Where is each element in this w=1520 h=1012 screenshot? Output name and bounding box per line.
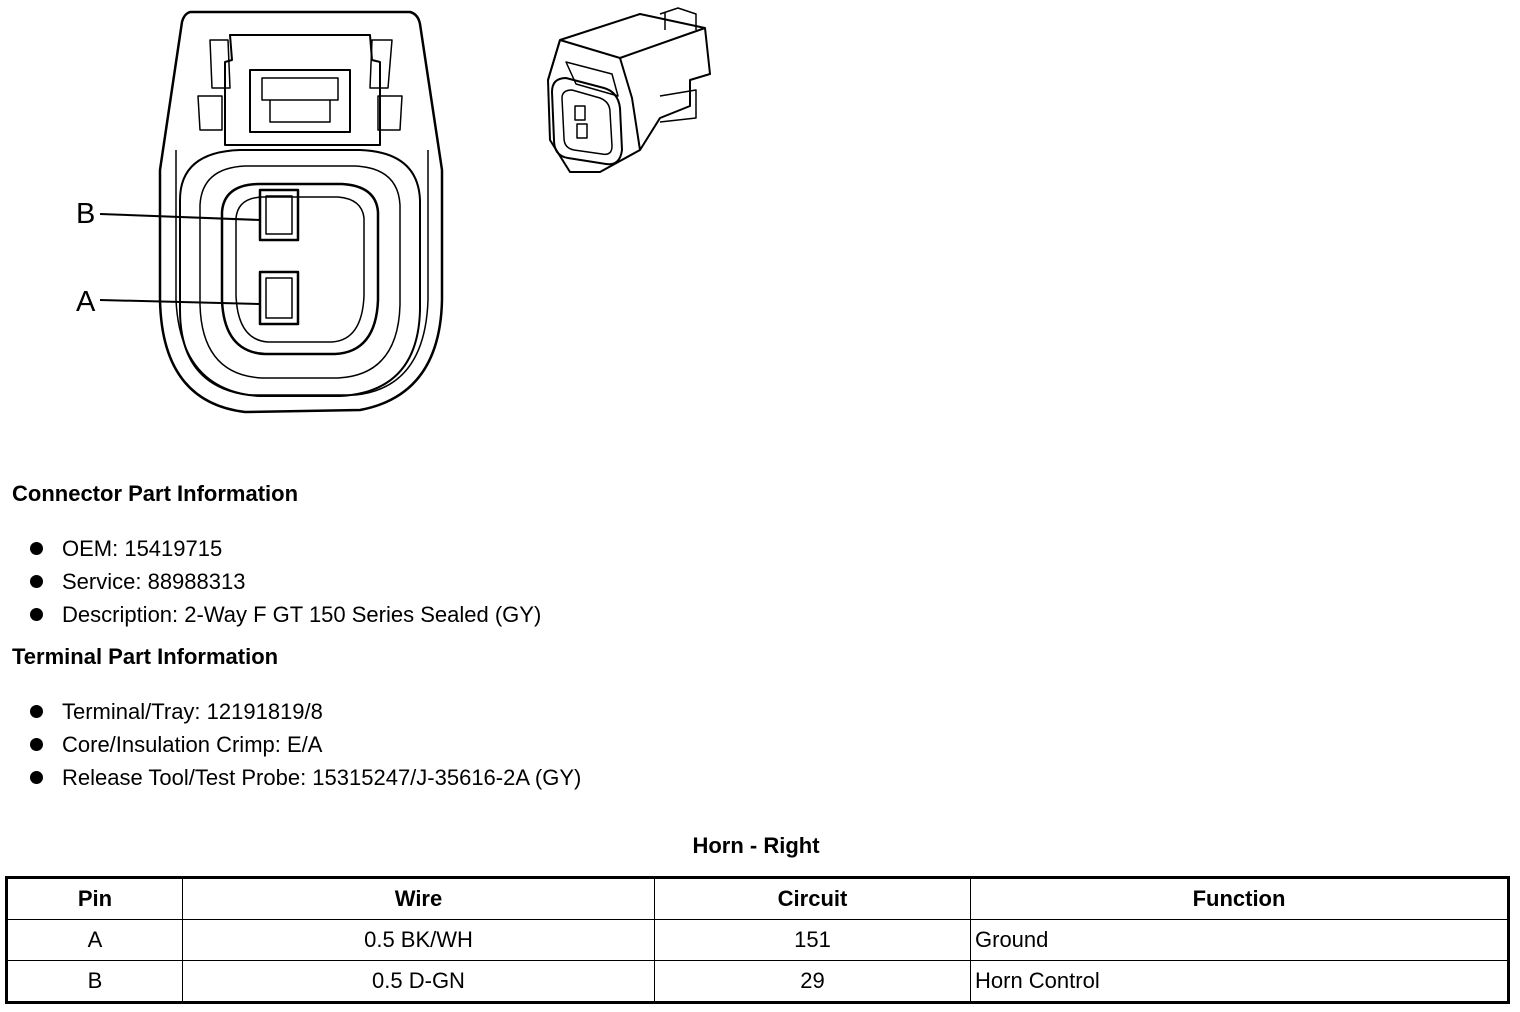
wire-cell: 0.5 D-GN <box>183 961 655 1003</box>
column-header-wire: Wire <box>183 878 655 920</box>
column-header-function: Function <box>971 878 1509 920</box>
core-insulation-crimp: Core/Insulation Crimp: E/A <box>62 732 323 757</box>
cavity-outline <box>222 184 378 354</box>
release-tool: Release Tool/Test Probe: 15315247/J-35616-2A (GY) <box>62 765 582 790</box>
bullet-icon <box>30 575 43 588</box>
pin-label-b: B <box>76 198 96 230</box>
column-header-pin: Pin <box>7 878 183 920</box>
pin-table <box>5 876 1510 1004</box>
pin-cell: A <box>7 920 183 961</box>
pin-cell: B <box>7 961 183 1003</box>
connector-isometric-drawing <box>0 0 740 190</box>
list-item <box>0 565 541 598</box>
table-title: Horn - Right <box>692 833 820 858</box>
bullet-icon <box>30 705 43 718</box>
pin-label-a: A <box>76 286 96 318</box>
function-cell: Horn Control <box>971 961 1509 1003</box>
list-item <box>0 598 541 631</box>
column-header-circuit: Circuit <box>655 878 971 920</box>
oem-number: OEM: 15419715 <box>62 536 223 561</box>
table-row <box>7 920 1509 961</box>
list-item <box>0 532 541 565</box>
bullet-icon <box>30 738 43 751</box>
circuit-cell: 29 <box>655 961 971 1003</box>
connector-description: Description: 2-Way F GT 150 Series Sealed (GY) <box>62 602 542 627</box>
list-item <box>0 761 581 794</box>
table-header-row <box>7 878 1509 920</box>
list-item <box>0 695 581 728</box>
terminal-part-info-heading: Terminal Part Information <box>12 644 279 669</box>
terminal-part-info-list <box>0 695 581 794</box>
bullet-icon <box>30 608 43 621</box>
wire-cell: 0.5 BK/WH <box>183 920 655 961</box>
connector-part-info-list <box>0 532 541 631</box>
table-row <box>7 961 1509 1003</box>
circuit-cell: 151 <box>655 920 971 961</box>
function-cell: Ground <box>971 920 1509 961</box>
bullet-icon <box>30 771 43 784</box>
service-number: Service: 88988313 <box>62 569 246 594</box>
list-item <box>0 728 581 761</box>
bullet-icon <box>30 542 43 555</box>
connector-part-info-heading: Connector Part Information <box>12 481 299 506</box>
terminal-tray: Terminal/Tray: 12191819/8 <box>62 699 323 724</box>
